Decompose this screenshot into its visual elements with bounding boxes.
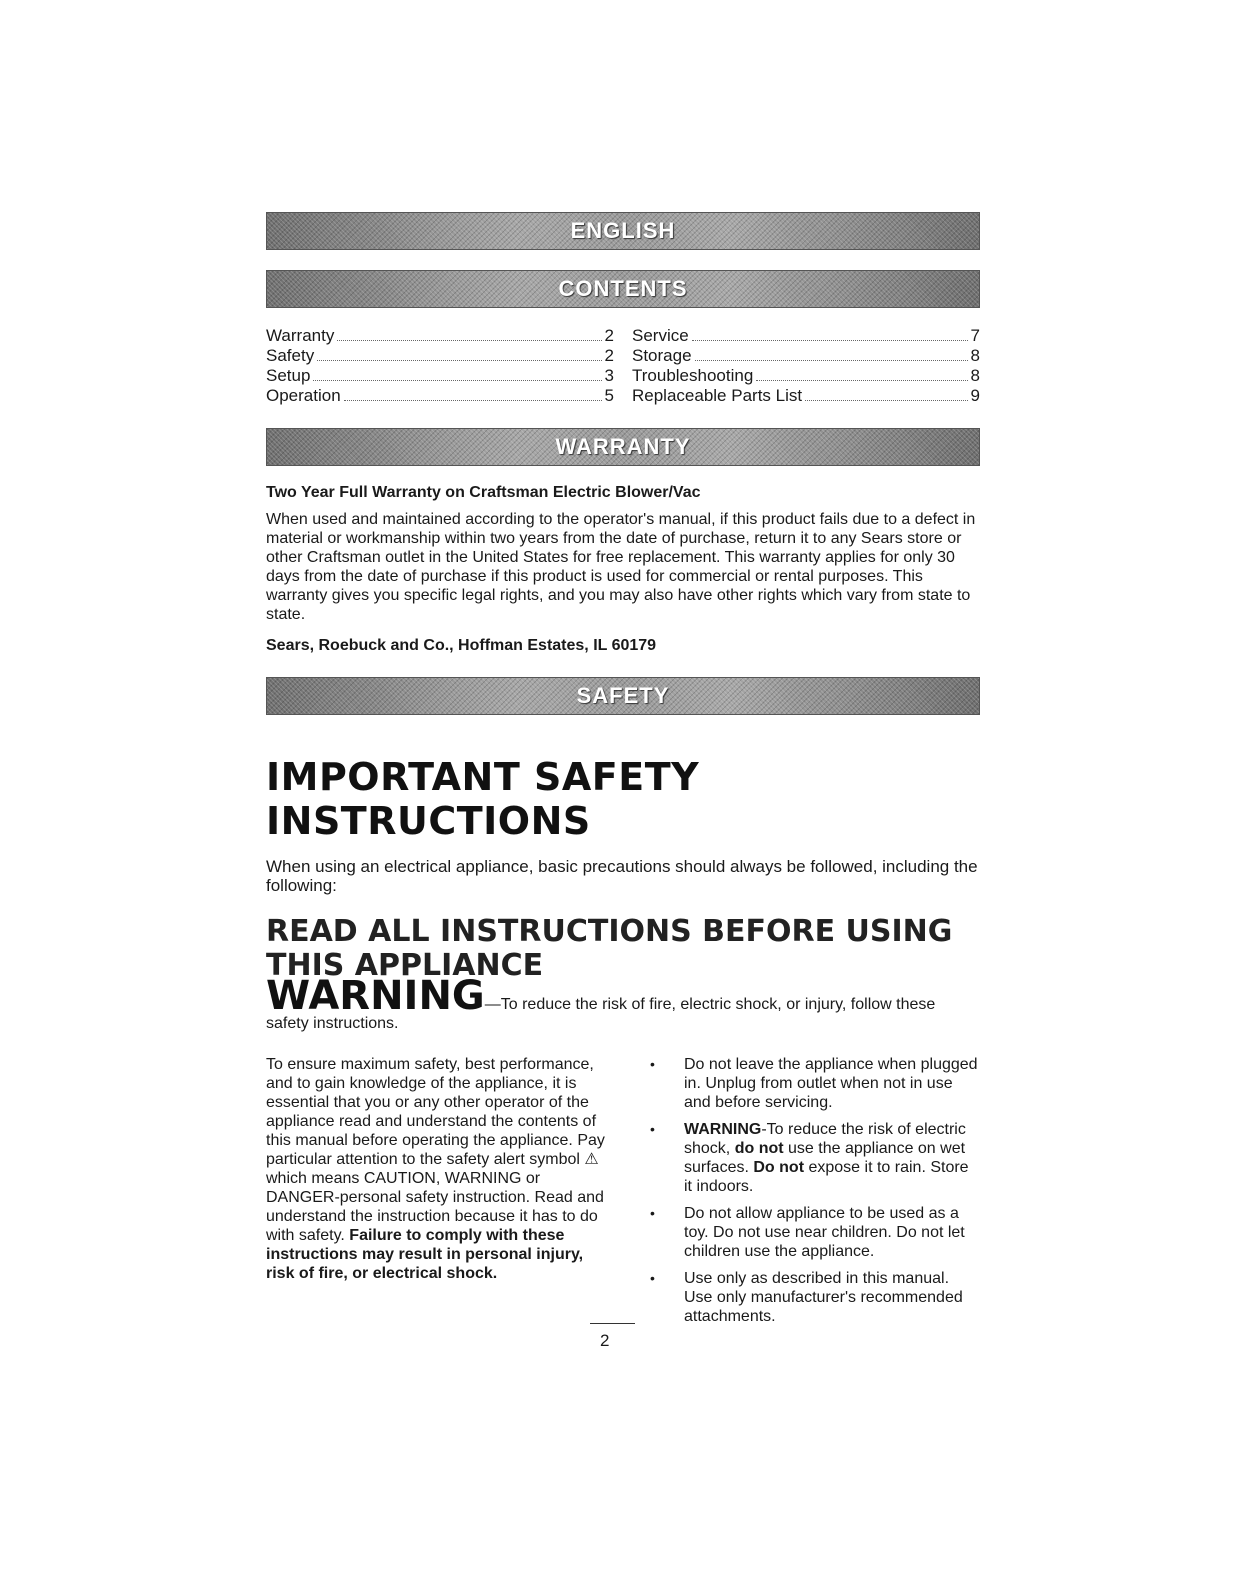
contents-banner xyxy=(266,270,980,308)
safety-title: IMPORTANT SAFETY INSTRUCTIONS xyxy=(266,755,700,843)
warranty-banner xyxy=(266,428,980,466)
bullet-text: -To reduce the risk of electric shock, xyxy=(684,1121,966,1157)
bullet-warning-word: WARNING xyxy=(684,1121,762,1138)
toc-entry-page: 2 xyxy=(604,326,614,345)
toc-entry-page: 2 xyxy=(604,346,614,365)
toc-entry-label: Troubleshooting xyxy=(632,366,754,385)
warranty-body: When used and maintained according to the operator's manual, if this product fails due to a defect in material or workmanship within two years from the date of purchase, return it to any Sears store or other Craftsman outlet in the United States for free replacement. This warranty applies for only 30 days from the date of purchase if this product is used for commercial or rental purposes. This warranty gives you specific legal rights, and you may also have other rights which vary from state to state. xyxy=(266,511,976,623)
bullet-bold-do-not: do not xyxy=(734,1140,784,1157)
bullet-bold-do-not-2: Do not xyxy=(753,1159,805,1176)
safety-intro: When using an electrical appliance, basic precautions should always be followed, including the following: xyxy=(266,857,978,895)
toc-entry-label: Service xyxy=(632,326,689,345)
warranty-heading: Two Year Full Warranty on Craftsman Electric Blower/Vac xyxy=(266,484,701,501)
toc-entry-page: 9 xyxy=(970,386,980,405)
toc-leader-dots xyxy=(317,360,601,361)
bullet-text: use the appliance on wet surfaces. xyxy=(684,1140,966,1176)
toc-leader-dots xyxy=(344,400,602,401)
page-number: 2 xyxy=(600,1331,610,1350)
read-all-heading: READ ALL INSTRUCTIONS BEFORE USING THIS APPLIANCE xyxy=(266,914,953,983)
safety-right-column xyxy=(650,1055,980,1334)
safety-left-column xyxy=(266,1055,616,1334)
safety-columns xyxy=(266,1055,980,1334)
toc-leader-dots xyxy=(313,380,601,381)
toc-left-column xyxy=(266,326,614,406)
toc-entry-label: Warranty xyxy=(266,326,335,345)
toc-entry xyxy=(266,366,614,386)
safety-bullet xyxy=(650,1120,980,1196)
contents-banner-label: CONTENTS xyxy=(558,276,688,301)
safety-banner xyxy=(266,677,980,715)
toc-entry-label: Replaceable Parts List xyxy=(632,386,803,405)
safety-bullet-text: Do not allow appliance to be used as a toy. Do not use near children. Do not let children use the appliance. xyxy=(684,1205,965,1260)
toc-entry-page: 8 xyxy=(970,346,980,365)
manual-page xyxy=(266,212,980,1334)
toc-entry xyxy=(266,346,614,366)
toc-entry-label: Setup xyxy=(266,366,311,385)
toc-entry-page: 8 xyxy=(970,366,980,385)
toc-leader-dots xyxy=(692,340,968,341)
toc-entry xyxy=(632,326,980,346)
safety-banner-label: SAFETY xyxy=(576,683,670,708)
warranty-address: Sears, Roebuck and Co., Hoffman Estates, IL 60179 xyxy=(266,637,657,654)
table-of-contents xyxy=(266,326,980,406)
safety-left-bold: Failure to comply with these instructions may result in personal injury, risk of fire, or electrical shock. xyxy=(266,1227,584,1282)
warning-line xyxy=(266,973,980,1033)
safety-bullet xyxy=(650,1055,980,1112)
warranty-banner-label: WARRANTY xyxy=(555,434,691,459)
safety-bullet xyxy=(650,1269,980,1326)
warning-text: —To reduce the risk of fire, electric shock, or injury, follow these safety instructions. xyxy=(266,996,936,1032)
safety-bullet-text: Use only as described in this manual. Use only manufacturer's recommended attachments. xyxy=(684,1270,963,1325)
toc-entry-label: Operation xyxy=(266,386,341,405)
toc-leader-dots xyxy=(695,360,968,361)
safety-left-text2: which means CAUTION, WARNING or DANGER-personal safety instruction. Read and understand the instruction because it has to do with safety. xyxy=(266,1170,604,1244)
toc-entry-page: 7 xyxy=(970,326,980,345)
warning-word: WARNING xyxy=(266,973,485,1019)
toc-entry xyxy=(266,326,614,346)
toc-entry xyxy=(632,346,980,366)
bullet-text: expose it to rain. Store it indoors. xyxy=(684,1159,969,1195)
toc-leader-dots xyxy=(805,400,967,401)
toc-entry xyxy=(632,386,980,406)
safety-bullet-text: Do not leave the appliance when plugged in. Unplug from outlet when not in use and before servicing. xyxy=(684,1056,978,1111)
toc-entry xyxy=(266,386,614,406)
alert-symbol-icon: ⚠ xyxy=(584,1151,599,1168)
toc-entry-label: Storage xyxy=(632,346,692,365)
toc-entry-page: 3 xyxy=(604,366,614,385)
toc-entry-label: Safety xyxy=(266,346,315,365)
english-banner xyxy=(266,212,980,250)
toc-right-column xyxy=(632,326,980,406)
toc-entry-page: 5 xyxy=(604,386,614,405)
toc-leader-dots xyxy=(756,380,967,381)
safety-bullet xyxy=(650,1204,980,1261)
toc-entry xyxy=(632,366,980,386)
english-banner-label: ENGLISH xyxy=(570,218,676,243)
safety-left-text: To ensure maximum safety, best performance, and to gain knowledge of the appliance, it is essential that you or any other operator of the appliance read and understand the contents of this manual before operating the appliance. Pay particular attention to the safety alert symbol xyxy=(266,1056,605,1168)
toc-leader-dots xyxy=(337,340,601,341)
footer-rule xyxy=(590,1323,635,1324)
